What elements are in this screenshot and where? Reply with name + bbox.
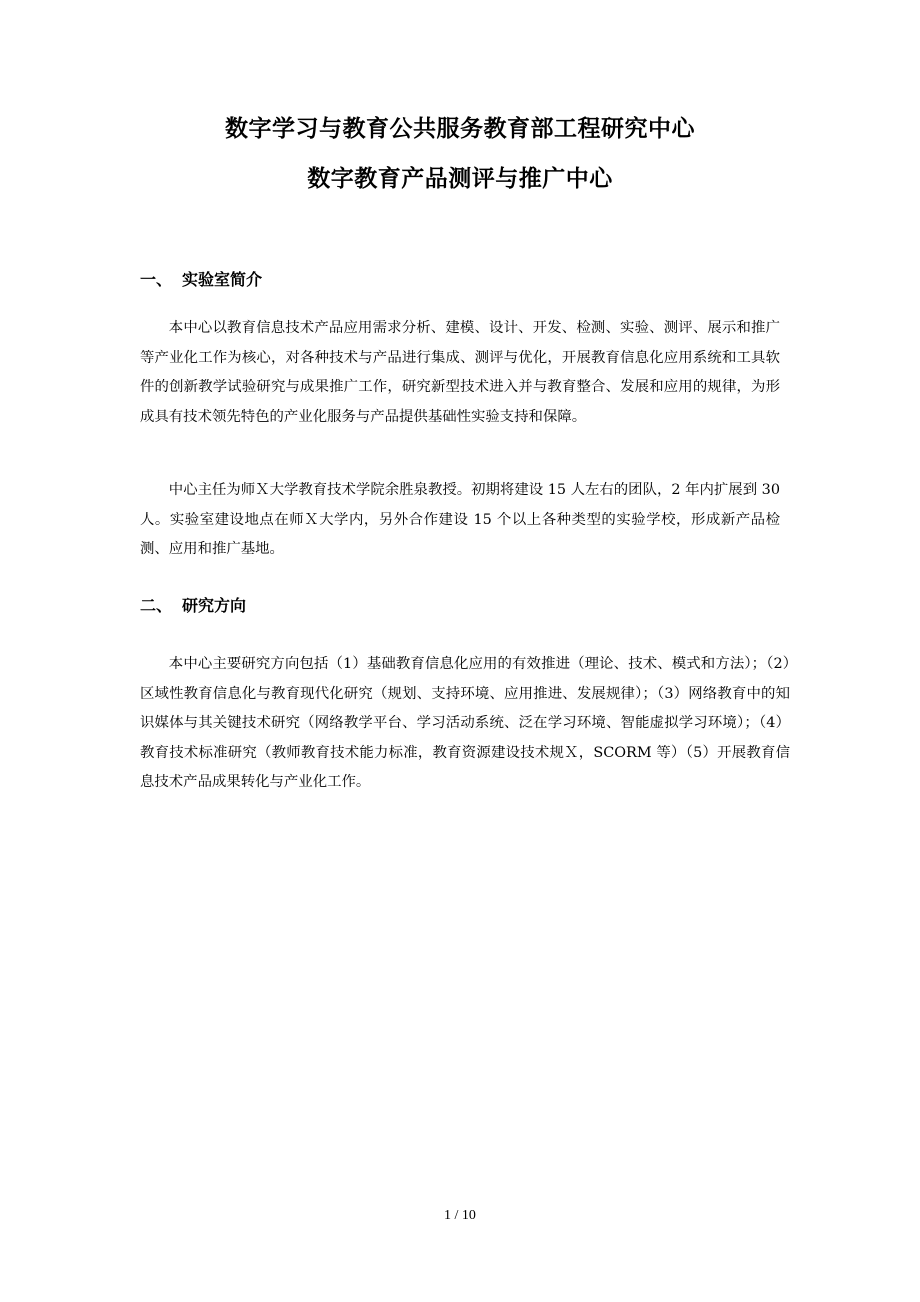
section-number: 二、 (140, 596, 173, 615)
document-title-line2: 数字教育产品测评与推广中心 (307, 165, 613, 192)
paragraph-lab-intro-2: 中心主任为师Ｘ大学教育技术学院余胜泉教授。初期将建设 15 人左右的团队，2 年内扩展到 30 人。实验室建设地点在师Ｘ大学内，另外合作建设 15 个以上各种类型的实验学校，形成新产品检测、应用和推广基地。 (140, 482, 780, 557)
paragraph-lab-intro-1: 本中心以教育信息技术产品应用需求分析、建模、设计、开发、检测、实验、测评、展示和推广等产业化工作为核心，对各种技术与产品进行集成、测评与优化，开展教育信息化应用系统和工具软件的创新教学试验研究与成果推广工作，研究新型技术进入并与教育整合、发展和应用的规律，为形成具有技术领先特色的产业化服务与产品提供基础性实验支持和保障。 (140, 320, 780, 425)
section-heading-lab-intro (140, 268, 262, 292)
section-title: 研究方向 (182, 596, 247, 615)
section-number: 一、 (140, 270, 173, 289)
section-title: 实验室简介 (182, 270, 263, 289)
document-title-line1: 数字学习与教育公共服务教育部工程研究中心 (225, 115, 695, 142)
paragraph-research-directions: 本中心主要研究方向包括（1）基础教育信息化应用的有效推进（理论、技术、模式和方法）；（2）区域性教育信息化与教育现代化研究（规划、支持环境、应用推进、发展规律）；（3）网络教育中的知识媒体与其关键技术研究（网络教学平台、学习活动系统、泛在学习环境、智能虚拟学习环境）；（4）教育技术标准研究（教师教育技术能力标准，教育资源建设技术规Ｘ，SCORM 等）（5）开展教育信息技术产品成果转化与产业化工作。 (140, 656, 790, 790)
section-heading-research-directions (140, 594, 246, 618)
page-indicator: 1 / 10 (444, 1208, 476, 1223)
